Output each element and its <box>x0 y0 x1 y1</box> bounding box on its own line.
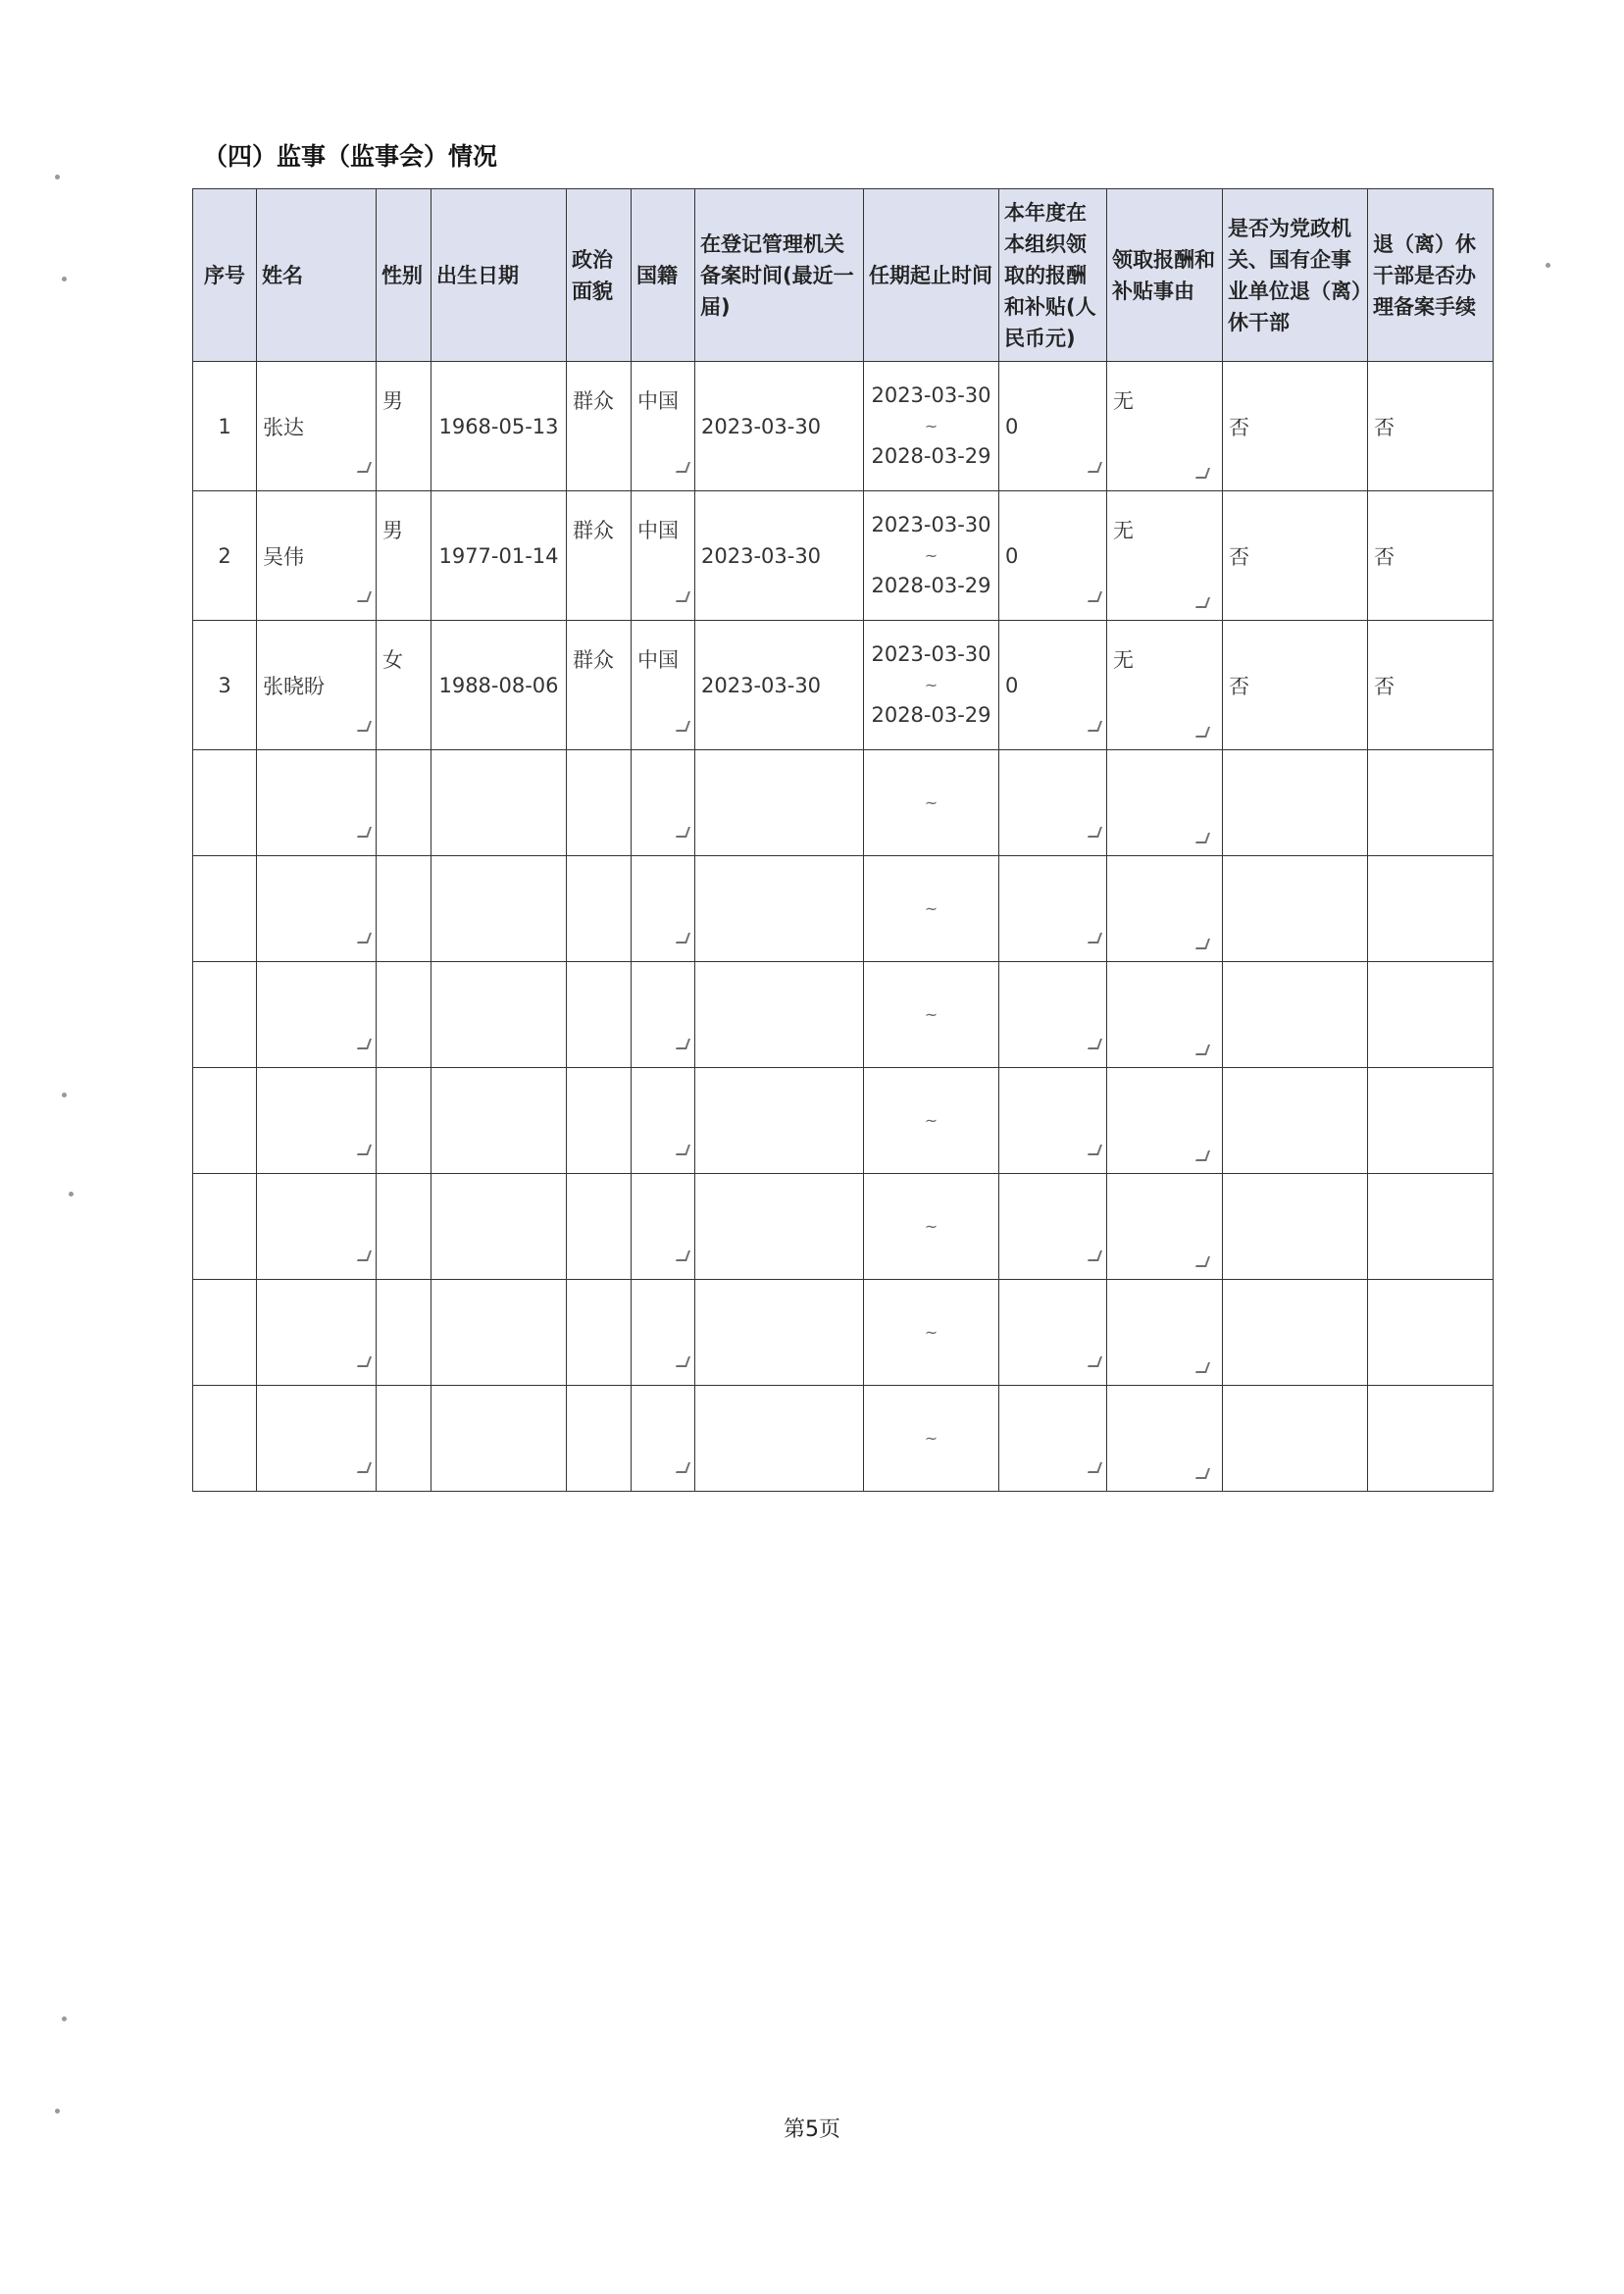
row-number <box>193 1174 257 1280</box>
table-row <box>193 621 1494 750</box>
pay-field[interactable] <box>999 750 1107 856</box>
resize-handle-icon[interactable] <box>1195 727 1210 738</box>
header-cell: 国籍 <box>632 189 695 362</box>
header-cell: 政治面貌 <box>567 189 632 362</box>
header-cell: 领取报酬和补贴事由 <box>1107 189 1223 362</box>
filing-date-cell <box>695 962 864 1068</box>
gender-cell <box>377 1280 431 1386</box>
resize-handle-icon[interactable] <box>1195 1362 1210 1373</box>
filing-procedure-cell <box>1368 1068 1494 1174</box>
filing-procedure-cell <box>1368 1280 1494 1386</box>
political-status-cell: 群众 <box>567 621 632 750</box>
pay-field[interactable] <box>999 1174 1107 1280</box>
filing-procedure-cell <box>1368 856 1494 962</box>
term-cell <box>864 750 999 856</box>
political-status-cell <box>567 1068 632 1174</box>
pay-reason-field[interactable] <box>1107 750 1223 856</box>
term-cell <box>864 856 999 962</box>
filing-procedure-cell <box>1368 750 1494 856</box>
filing-date-cell <box>695 1174 864 1280</box>
retired-cadre-cell: 否 <box>1223 491 1368 621</box>
resize-handle-icon[interactable] <box>357 462 372 473</box>
header-cell: 本年度在本组织领取的报酬和补贴(人民币元) <box>999 189 1107 362</box>
supervisors-table <box>192 188 1494 1492</box>
name-field[interactable] <box>257 1174 377 1280</box>
name-field[interactable] <box>257 856 377 962</box>
row-number <box>193 856 257 962</box>
birth-date-cell <box>431 750 567 856</box>
scan-speck <box>62 1093 67 1097</box>
retired-cadre-cell <box>1223 1068 1368 1174</box>
resize-handle-icon[interactable] <box>357 591 372 602</box>
retired-cadre-cell <box>1223 1386 1368 1492</box>
pay-reason-field[interactable] <box>1107 1068 1223 1174</box>
filing-procedure-cell: 否 <box>1368 621 1494 750</box>
filing-procedure-cell <box>1368 1174 1494 1280</box>
birth-date-cell <box>431 856 567 962</box>
resize-handle-icon[interactable] <box>357 827 372 838</box>
pay-field[interactable] <box>999 1386 1107 1492</box>
resize-handle-icon[interactable] <box>357 1462 372 1473</box>
term-cell <box>864 1386 999 1492</box>
filing-procedure-cell: 否 <box>1368 362 1494 491</box>
scan-speck <box>55 2109 60 2114</box>
resize-handle-icon[interactable] <box>676 827 690 838</box>
resize-handle-icon[interactable] <box>1088 591 1102 602</box>
resize-handle-icon[interactable] <box>676 933 690 943</box>
political-status-cell <box>567 1386 632 1492</box>
term-separator: ~ <box>924 793 939 812</box>
political-status-cell <box>567 856 632 962</box>
resize-handle-icon[interactable] <box>1088 462 1102 473</box>
table-row <box>193 362 1494 491</box>
nationality-field[interactable] <box>632 750 695 856</box>
name-text: 吴伟 <box>263 544 304 569</box>
filing-date-cell <box>695 856 864 962</box>
table-row <box>193 491 1494 621</box>
pay-text: 0 <box>1005 543 1019 568</box>
resize-handle-icon[interactable] <box>1088 721 1102 732</box>
gender-cell <box>377 750 431 856</box>
pay-field[interactable] <box>999 962 1107 1068</box>
name-field[interactable] <box>257 962 377 1068</box>
resize-handle-icon[interactable] <box>676 1039 690 1049</box>
political-status-cell: 群众 <box>567 491 632 621</box>
filing-date-cell: 2023-03-30 <box>695 621 864 750</box>
row-number <box>193 1386 257 1492</box>
nationality-text: 中国 <box>637 648 679 672</box>
gender-cell <box>377 1386 431 1492</box>
header-cell: 出生日期 <box>431 189 567 362</box>
scan-speck <box>55 175 60 179</box>
pay-field[interactable] <box>999 1280 1107 1386</box>
header-cell: 序号 <box>193 189 257 362</box>
empty-table-row <box>193 1068 1494 1174</box>
term-end: 2028-03-29 <box>871 703 991 727</box>
pay-reason-field[interactable] <box>1107 1280 1223 1386</box>
nationality-text: 中国 <box>637 389 679 413</box>
birth-date-cell <box>431 1386 567 1492</box>
pay-reason-field[interactable] <box>1107 1174 1223 1280</box>
term-cell <box>864 1174 999 1280</box>
pay-text: 0 <box>1005 414 1019 438</box>
term-separator: ~ <box>924 546 939 565</box>
term-start: 2023-03-30 <box>871 642 991 666</box>
name-field[interactable] <box>257 491 377 621</box>
term-separator: ~ <box>924 1217 939 1236</box>
section-title: （四）监事（监事会）情况 <box>203 142 498 171</box>
resize-handle-icon[interactable] <box>1195 597 1210 608</box>
resize-handle-icon[interactable] <box>1195 1256 1210 1267</box>
resize-handle-icon[interactable] <box>1088 1250 1102 1261</box>
resize-handle-icon[interactable] <box>676 1356 690 1367</box>
pay-field[interactable] <box>999 1068 1107 1174</box>
empty-table-row <box>193 1386 1494 1492</box>
resize-handle-icon[interactable] <box>1195 1468 1210 1479</box>
resize-handle-icon[interactable] <box>676 462 690 473</box>
birth-date-cell <box>431 1068 567 1174</box>
nationality-field[interactable] <box>632 1068 695 1174</box>
term-start: 2023-03-30 <box>871 513 991 536</box>
birth-date-cell <box>431 962 567 1068</box>
row-number <box>193 1068 257 1174</box>
term-cell <box>864 362 999 491</box>
pay-reason-field[interactable] <box>1107 856 1223 962</box>
resize-handle-icon[interactable] <box>676 591 690 602</box>
nationality-text: 中国 <box>637 519 679 542</box>
pay-reason-field[interactable] <box>1107 962 1223 1068</box>
birth-date-cell <box>431 1174 567 1280</box>
name-field[interactable] <box>257 1386 377 1492</box>
resize-handle-icon[interactable] <box>1195 939 1210 949</box>
filing-procedure-cell <box>1368 962 1494 1068</box>
scan-speck <box>62 2016 67 2021</box>
pay-reason-text: 无 <box>1113 389 1134 413</box>
gender-cell: 男 <box>377 491 431 621</box>
term-cell <box>864 491 999 621</box>
birth-date-cell <box>431 1280 567 1386</box>
table-header-row <box>193 189 1494 362</box>
retired-cadre-cell: 否 <box>1223 362 1368 491</box>
header-cell: 是否为党政机关、国有企事业单位退（离）休干部 <box>1223 189 1368 362</box>
nationality-field[interactable] <box>632 362 695 491</box>
header-cell: 任期起止时间 <box>864 189 999 362</box>
nationality-field[interactable] <box>632 621 695 750</box>
filing-date-cell <box>695 1280 864 1386</box>
row-number <box>193 1280 257 1386</box>
header-cell: 在登记管理机关备案时间(最近一届) <box>695 189 864 362</box>
pay-field[interactable] <box>999 621 1107 750</box>
name-field[interactable] <box>257 621 377 750</box>
resize-handle-icon[interactable] <box>1088 1039 1102 1049</box>
term-separator: ~ <box>924 417 939 435</box>
resize-handle-icon[interactable] <box>676 721 690 732</box>
row-number: 2 <box>193 491 257 621</box>
pay-field[interactable] <box>999 491 1107 621</box>
birth-date-cell: 1988-08-06 <box>431 621 567 750</box>
term-separator: ~ <box>924 1323 939 1342</box>
nationality-field[interactable] <box>632 962 695 1068</box>
term-separator: ~ <box>924 1111 939 1130</box>
resize-handle-icon[interactable] <box>1195 468 1210 479</box>
resize-handle-icon[interactable] <box>1088 1356 1102 1367</box>
resize-handle-icon[interactable] <box>1195 833 1210 843</box>
resize-handle-icon[interactable] <box>357 1356 372 1367</box>
name-field[interactable] <box>257 1280 377 1386</box>
term-end: 2028-03-29 <box>871 574 991 597</box>
gender-cell: 女 <box>377 621 431 750</box>
political-status-cell: 群众 <box>567 362 632 491</box>
political-status-cell <box>567 1280 632 1386</box>
retired-cadre-cell <box>1223 962 1368 1068</box>
filing-date-cell <box>695 1386 864 1492</box>
resize-handle-icon[interactable] <box>676 1250 690 1261</box>
name-field[interactable] <box>257 1068 377 1174</box>
empty-table-row <box>193 1174 1494 1280</box>
term-start: 2023-03-30 <box>871 383 991 407</box>
pay-reason-field[interactable] <box>1107 362 1223 491</box>
filing-procedure-cell <box>1368 1386 1494 1492</box>
pay-text: 0 <box>1005 673 1019 697</box>
political-status-cell <box>567 962 632 1068</box>
retired-cadre-cell <box>1223 750 1368 856</box>
name-field[interactable] <box>257 362 377 491</box>
header-cell: 退（离）休干部是否办理备案手续 <box>1368 189 1494 362</box>
nationality-field[interactable] <box>632 856 695 962</box>
retired-cadre-cell <box>1223 1174 1368 1280</box>
term-separator: ~ <box>924 1005 939 1024</box>
gender-cell <box>377 856 431 962</box>
scan-speck <box>69 1192 74 1197</box>
resize-handle-icon[interactable] <box>1088 1462 1102 1473</box>
resize-handle-icon[interactable] <box>357 933 372 943</box>
empty-table-row <box>193 750 1494 856</box>
filing-date-cell: 2023-03-30 <box>695 491 864 621</box>
page-number: 第5页 <box>784 2117 840 2142</box>
nationality-field[interactable] <box>632 1386 695 1492</box>
row-number: 3 <box>193 621 257 750</box>
resize-handle-icon[interactable] <box>1088 827 1102 838</box>
resize-handle-icon[interactable] <box>676 1462 690 1473</box>
resize-handle-icon[interactable] <box>1195 1150 1210 1161</box>
term-cell <box>864 621 999 750</box>
pay-reason-field[interactable] <box>1107 621 1223 750</box>
header-cell: 姓名 <box>257 189 377 362</box>
scan-speck <box>1546 263 1550 268</box>
gender-cell <box>377 1174 431 1280</box>
term-end: 2028-03-29 <box>871 444 991 468</box>
political-status-cell <box>567 750 632 856</box>
term-separator: ~ <box>924 676 939 694</box>
term-separator: ~ <box>924 1429 939 1448</box>
empty-table-row <box>193 1280 1494 1386</box>
gender-cell <box>377 962 431 1068</box>
retired-cadre-cell: 否 <box>1223 621 1368 750</box>
filing-date-cell <box>695 1068 864 1174</box>
resize-handle-icon[interactable] <box>357 721 372 732</box>
pay-reason-text: 无 <box>1113 519 1134 542</box>
term-cell <box>864 1068 999 1174</box>
row-number: 1 <box>193 362 257 491</box>
name-text: 张达 <box>263 415 304 439</box>
filing-procedure-cell: 否 <box>1368 491 1494 621</box>
resize-handle-icon[interactable] <box>1088 1145 1102 1155</box>
nationality-field[interactable] <box>632 1174 695 1280</box>
resize-handle-icon[interactable] <box>1088 933 1102 943</box>
name-text: 张晓盼 <box>263 674 325 698</box>
resize-handle-icon[interactable] <box>357 1145 372 1155</box>
filing-date-cell <box>695 750 864 856</box>
empty-table-row <box>193 856 1494 962</box>
name-field[interactable] <box>257 750 377 856</box>
empty-table-row <box>193 962 1494 1068</box>
nationality-field[interactable] <box>632 491 695 621</box>
political-status-cell <box>567 1174 632 1280</box>
retired-cadre-cell <box>1223 1280 1368 1386</box>
retired-cadre-cell <box>1223 856 1368 962</box>
birth-date-cell: 1968-05-13 <box>431 362 567 491</box>
resize-handle-icon[interactable] <box>357 1250 372 1261</box>
pay-reason-field[interactable] <box>1107 1386 1223 1492</box>
term-cell <box>864 1280 999 1386</box>
gender-cell <box>377 1068 431 1174</box>
term-separator: ~ <box>924 899 939 918</box>
row-number <box>193 750 257 856</box>
pay-field[interactable] <box>999 856 1107 962</box>
filing-date-cell: 2023-03-30 <box>695 362 864 491</box>
resize-handle-icon[interactable] <box>357 1039 372 1049</box>
birth-date-cell: 1977-01-14 <box>431 491 567 621</box>
resize-handle-icon[interactable] <box>1195 1045 1210 1055</box>
resize-handle-icon[interactable] <box>676 1145 690 1155</box>
scan-speck <box>62 277 67 281</box>
pay-reason-field[interactable] <box>1107 491 1223 621</box>
nationality-field[interactable] <box>632 1280 695 1386</box>
gender-cell: 男 <box>377 362 431 491</box>
term-cell <box>864 962 999 1068</box>
pay-field[interactable] <box>999 362 1107 491</box>
row-number <box>193 962 257 1068</box>
pay-reason-text: 无 <box>1113 648 1134 672</box>
header-cell: 性别 <box>377 189 431 362</box>
